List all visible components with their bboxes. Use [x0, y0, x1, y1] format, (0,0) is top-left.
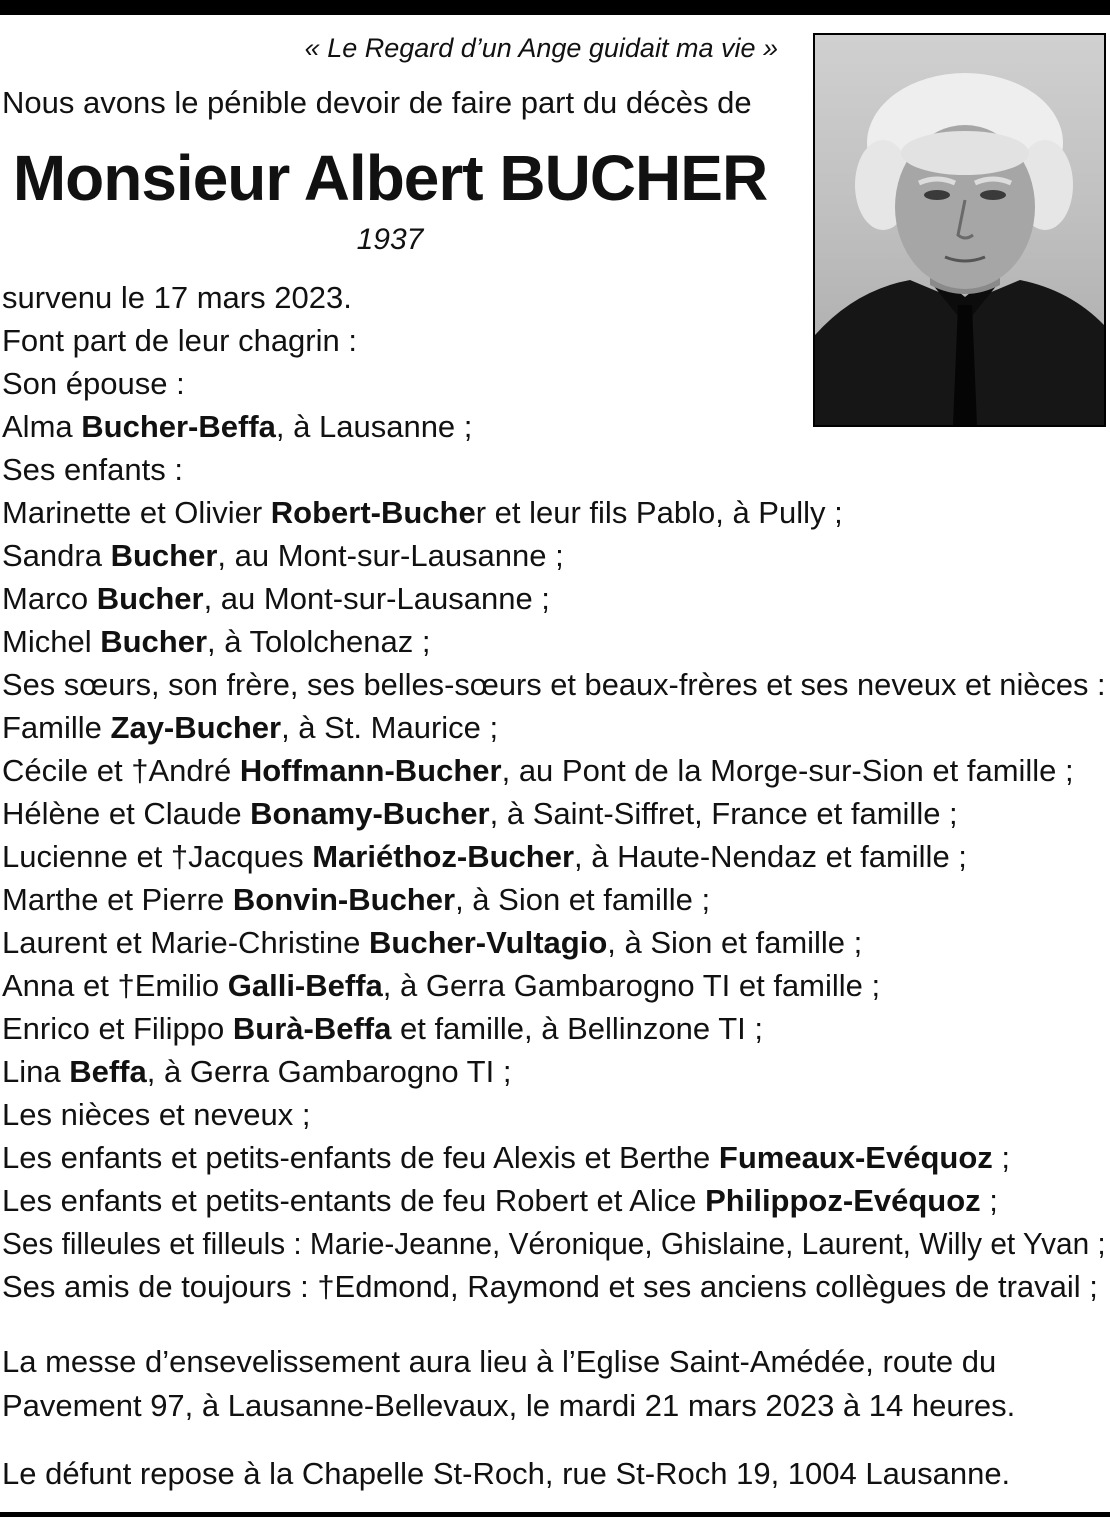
rest-paragraph [2, 1452, 1010, 1496]
family-surname: Bucher [100, 624, 208, 659]
family-text: , à Sion et famille ; [455, 882, 711, 917]
family-text: Ses sœurs, son frère, ses belles-sœurs et beaux-frères et ses neveux et nièces : [2, 667, 1106, 702]
family-line [2, 706, 1110, 749]
family-surname: Bucher [96, 581, 204, 616]
family-line [2, 1136, 1110, 1179]
family-line [2, 1179, 1110, 1222]
family-text: , à Sion et famille ; [607, 925, 863, 960]
rest-line: Le défunt repose à la Chapelle St-Roch, rue St-Roch 19, 1004 Lausanne. [2, 1456, 1011, 1491]
family-text: , au Pont de la Morge-sur-Sion et famille ; [501, 753, 1074, 788]
family-surname: Zay-Bucher [110, 710, 282, 745]
ceremony-paragraph [2, 1340, 1015, 1428]
epigraph-quote: « Le Regard d’un Ange guidait ma vie » [304, 33, 778, 63]
family-line [2, 835, 1110, 878]
bottom-rule [0, 1512, 1110, 1517]
family-line [2, 878, 1110, 921]
family-line [2, 405, 1110, 448]
ceremony-line: Pavement 97, à Lausanne-Bellevaux, le mardi 21 mars 2023 à 14 heures. [2, 1388, 1016, 1423]
family-text: Lucienne et †Jacques [2, 839, 313, 874]
family-text: Anna et †Emilio [2, 968, 228, 1003]
family-surname: Bucher-Beffa [81, 409, 276, 444]
family-text: Michel [2, 624, 101, 659]
family-text: Hélène et Claude [2, 796, 251, 831]
family-line [2, 319, 1110, 362]
family-text: Cécile et †André [2, 753, 240, 788]
family-text: Ses amis de toujours : †Edmond, Raymond et ses anciens collègues de travail ; [2, 1269, 1098, 1304]
family-line [2, 276, 1110, 319]
family-text: r et leur fils Pablo, à Pully ; [475, 495, 843, 530]
family-text: Les enfants et petits-enfants de feu Alexis et Berthe [2, 1140, 719, 1175]
family-text: Famille [2, 710, 111, 745]
family-surname: Philippoz-Evéquoz [705, 1183, 981, 1218]
family-surname: Bucher [110, 538, 218, 573]
ceremony-line: La messe d’ensevelissement aura lieu à l’Eglise Saint-Amédée, route du [2, 1344, 997, 1379]
family-text: Enrico et Filippo [2, 1011, 233, 1046]
family-text: , à Lausanne ; [275, 409, 473, 444]
family-text: Ses filleules et filleuls : Marie-Jeanne, Véronique, Ghislaine, Laurent, Willy et Yvan ; [2, 1226, 1106, 1261]
family-text: ; [980, 1183, 998, 1218]
family-line [2, 1093, 1110, 1136]
family-surname: Robert-Buche [270, 495, 476, 530]
family-line [2, 1222, 1106, 1265]
deceased-name: Monsieur Albert BUCHER [12, 142, 768, 214]
family-text: , à Haute-Nendaz et famille ; [574, 839, 967, 874]
family-surname: Bonamy-Bucher [250, 796, 490, 831]
family-surname: Burà-Beffa [232, 1011, 392, 1046]
birth-year: 1937 [356, 223, 424, 256]
family-text: survenu le 17 mars 2023. [2, 280, 352, 315]
family-line [2, 964, 1110, 1007]
family-text: Sandra [2, 538, 111, 573]
family-text: Marthe et Pierre [2, 882, 233, 917]
family-line [2, 1265, 1110, 1308]
family-line [2, 448, 1110, 491]
family-line [2, 1007, 1110, 1050]
family-text: Lina [2, 1054, 70, 1089]
family-line [2, 792, 1110, 835]
family-text: , à Gerra Gambarogno TI ; [146, 1054, 512, 1089]
family-surname: Bucher-Vultagio [369, 925, 608, 960]
family-line [2, 362, 1110, 405]
family-text: Alma [2, 409, 82, 444]
family-line [2, 921, 1110, 964]
family-text: Marinette et Olivier [2, 495, 271, 530]
family-line [2, 663, 1110, 706]
family-text: , au Mont-sur-Lausanne ; [217, 538, 564, 573]
top-rule [0, 0, 1110, 15]
family-surname: Bonvin-Bucher [232, 882, 456, 917]
family-line [2, 491, 1110, 534]
family-text: , à Tololchenaz ; [207, 624, 431, 659]
family-surname: Hoffmann-Bucher [239, 753, 502, 788]
family-list [2, 276, 1110, 1308]
family-line [2, 620, 1110, 663]
family-text: Marco [2, 581, 97, 616]
family-text: Laurent et Marie-Christine [2, 925, 369, 960]
family-text: , à Saint-Siffret, France et famille ; [489, 796, 958, 831]
intro-text: Nous avons le pénible devoir de faire part du décès de [2, 85, 752, 120]
family-text: Ses enfants : [2, 452, 183, 487]
family-surname: Beffa [69, 1054, 147, 1089]
family-surname: Fumeaux-Evéquoz [718, 1140, 993, 1175]
family-text: Son épouse : [2, 366, 185, 401]
family-line [2, 577, 1110, 620]
family-text: , à Gerra Gambarogno TI et famille ; [382, 968, 881, 1003]
family-text: Les enfants et petits-entants de feu Robert et Alice [2, 1183, 706, 1218]
family-text: et famille, à Bellinzone TI ; [391, 1011, 763, 1046]
family-surname: Mariéthoz-Bucher [312, 839, 575, 874]
family-line [2, 534, 1110, 577]
family-line [2, 749, 1110, 792]
family-line [2, 1050, 1110, 1093]
family-text: Les nièces et neveux ; [2, 1097, 311, 1132]
family-text: ; [992, 1140, 1011, 1175]
family-surname: Galli-Beffa [227, 968, 383, 1003]
family-text: , au Mont-sur-Lausanne ; [203, 581, 550, 616]
family-text: , à St. Maurice ; [281, 710, 499, 745]
family-text: Font part de leur chagrin : [2, 323, 357, 358]
